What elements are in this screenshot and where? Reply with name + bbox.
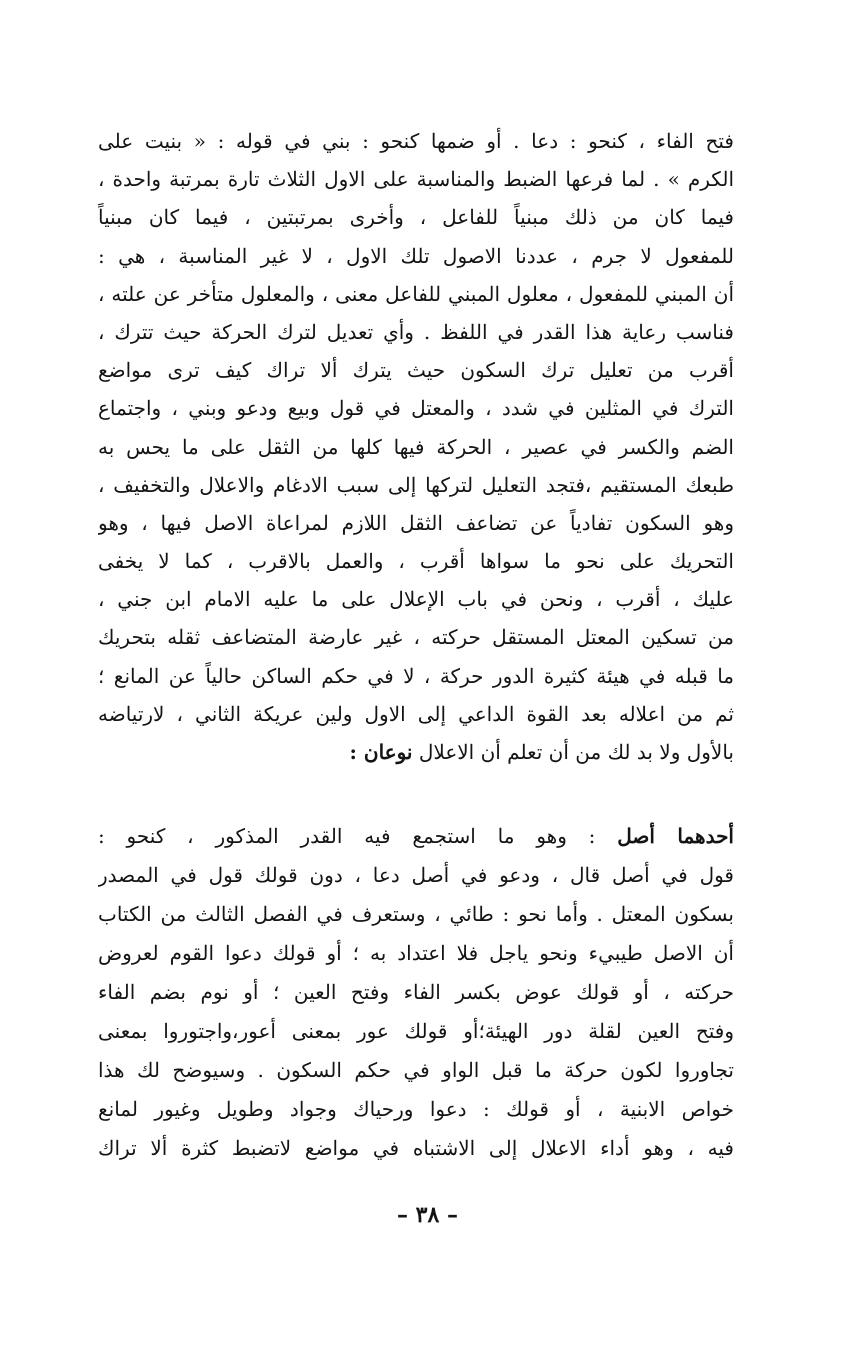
text-line: الكرم » . لما فرعها الضبط والمناسبة على الاول الثلاث تارة بمرتبة واحدة ، bbox=[98, 167, 734, 192]
text-line: من تسكين المعتل المستقل حركته ، غير عارضة المتضاعف ثقله بتحريك bbox=[98, 625, 734, 650]
text-line: فيه ، وهو أداء الاعلال إلى الاشتباه في مواضع لاتضبط كثرة ألا تراك bbox=[98, 1136, 734, 1160]
text-line: قول في أصل قال ، ودعو في أصل دعا ، دون قولك قول في المصدر bbox=[98, 863, 734, 887]
paragraph-2 bbox=[98, 817, 734, 1168]
text-line-last bbox=[98, 733, 734, 771]
text-line: أن المبني للمفعول ، معلول المبني للفاعل معنى ، والمعلول متأخر عن علته ، bbox=[98, 281, 734, 306]
text-line: الضم والكسر في عصير ، الحركة فيها كلها من الثقل على ما يحس به bbox=[98, 434, 734, 459]
text-line: فناسب رعاية هذا القدر في اللفظ . وأي تعديل لترك الحركة حيث تترك ، bbox=[98, 319, 734, 344]
text-line-first bbox=[98, 817, 734, 856]
paragraph-1 bbox=[98, 122, 734, 771]
text-run: بالأول ولا بد لك من أن تعلم أن الاعلال bbox=[418, 740, 734, 764]
text-line: وفتح العين لقلة دور الهيئة؛أو قولك عور بمعنى أعور،واجتوروا بمعنى bbox=[98, 1019, 734, 1043]
text-run: : وهو ما استجمع فيه القدر المذكور ، كنحو : bbox=[98, 824, 596, 848]
text-line: ثم من اعلاله بعد القوة الداعي إلى الاول ولين عريكة الثاني ، لارتياضه bbox=[98, 701, 734, 726]
text-line: فيما كان من ذلك مبنياً للفاعل ، وأخرى بمرتبتين ، فيما كان مبنياً bbox=[98, 205, 734, 230]
emphasized-term: نوعان : bbox=[349, 740, 413, 764]
text-line: أن الاصل طيبيء ونحو ياجل فلا اعتداد به ؛ أو قولك دعوا القوم لعروض bbox=[98, 941, 734, 965]
text-line: بسكون المعتل . وأما نحو : طائي ، وستعرف في الفصل الثالث من الكتاب bbox=[98, 902, 734, 926]
text-line: تجاوروا لكون حركة ما قبل الواو في حكم السكون . وسيوضح لك هذا bbox=[98, 1058, 734, 1082]
text-line: ما قبله في هيئة كثيرة الدور حركة ، لا في حكم الساكن حالياً عن المانع ؛ bbox=[98, 663, 734, 688]
text-line: الترك في المثلين في شدد ، والمعتل في قول وبيع ودعو وبني ، واجتماع bbox=[98, 396, 734, 421]
page-number: – ٣٨ – bbox=[397, 1202, 458, 1228]
text-line: طبعك المستقيم ،فتجد التعليل لتركها إلى سبب الادغام والاعلال والتخفيف ، bbox=[98, 472, 734, 497]
text-line: أقرب من تعليل ترك السكون حيث يترك ألا تراك كيف ترى مواضع bbox=[98, 358, 734, 383]
text-line: خواص الابنية ، أو قولك : دعوا ورحياك وجواد وطويل وغيور لمانع bbox=[98, 1097, 734, 1121]
emphasized-term: أحدهما أصل bbox=[617, 824, 734, 848]
text-line: وهو السكون تفادياً عن تضاعف الثقل اللازم لمراعاة الاصل فيها ، وهو bbox=[98, 510, 734, 535]
text-line: عليك ، أقرب ، ونحن في باب الإعلال على ما عليه الامام ابن جني ، bbox=[98, 587, 734, 612]
text-line: فتح الفاء ، كنحو : دعا . أو ضمها كنحو : بني في قوله : « بنيت على bbox=[98, 129, 734, 153]
text-line: حركته ، أو قولك عوض بكسر الفاء وفتح العين ؛ أو نوم بضم الفاء bbox=[98, 980, 734, 1004]
text-line: التحريك على نحو ما سواها أقرب ، والعمل بالاقرب ، كما لا يخفى bbox=[98, 549, 734, 574]
text-line: للمفعول لا جرم ، عددنا الاصول تلك الاول ، لا غير المناسبة ، هي : bbox=[98, 243, 734, 268]
